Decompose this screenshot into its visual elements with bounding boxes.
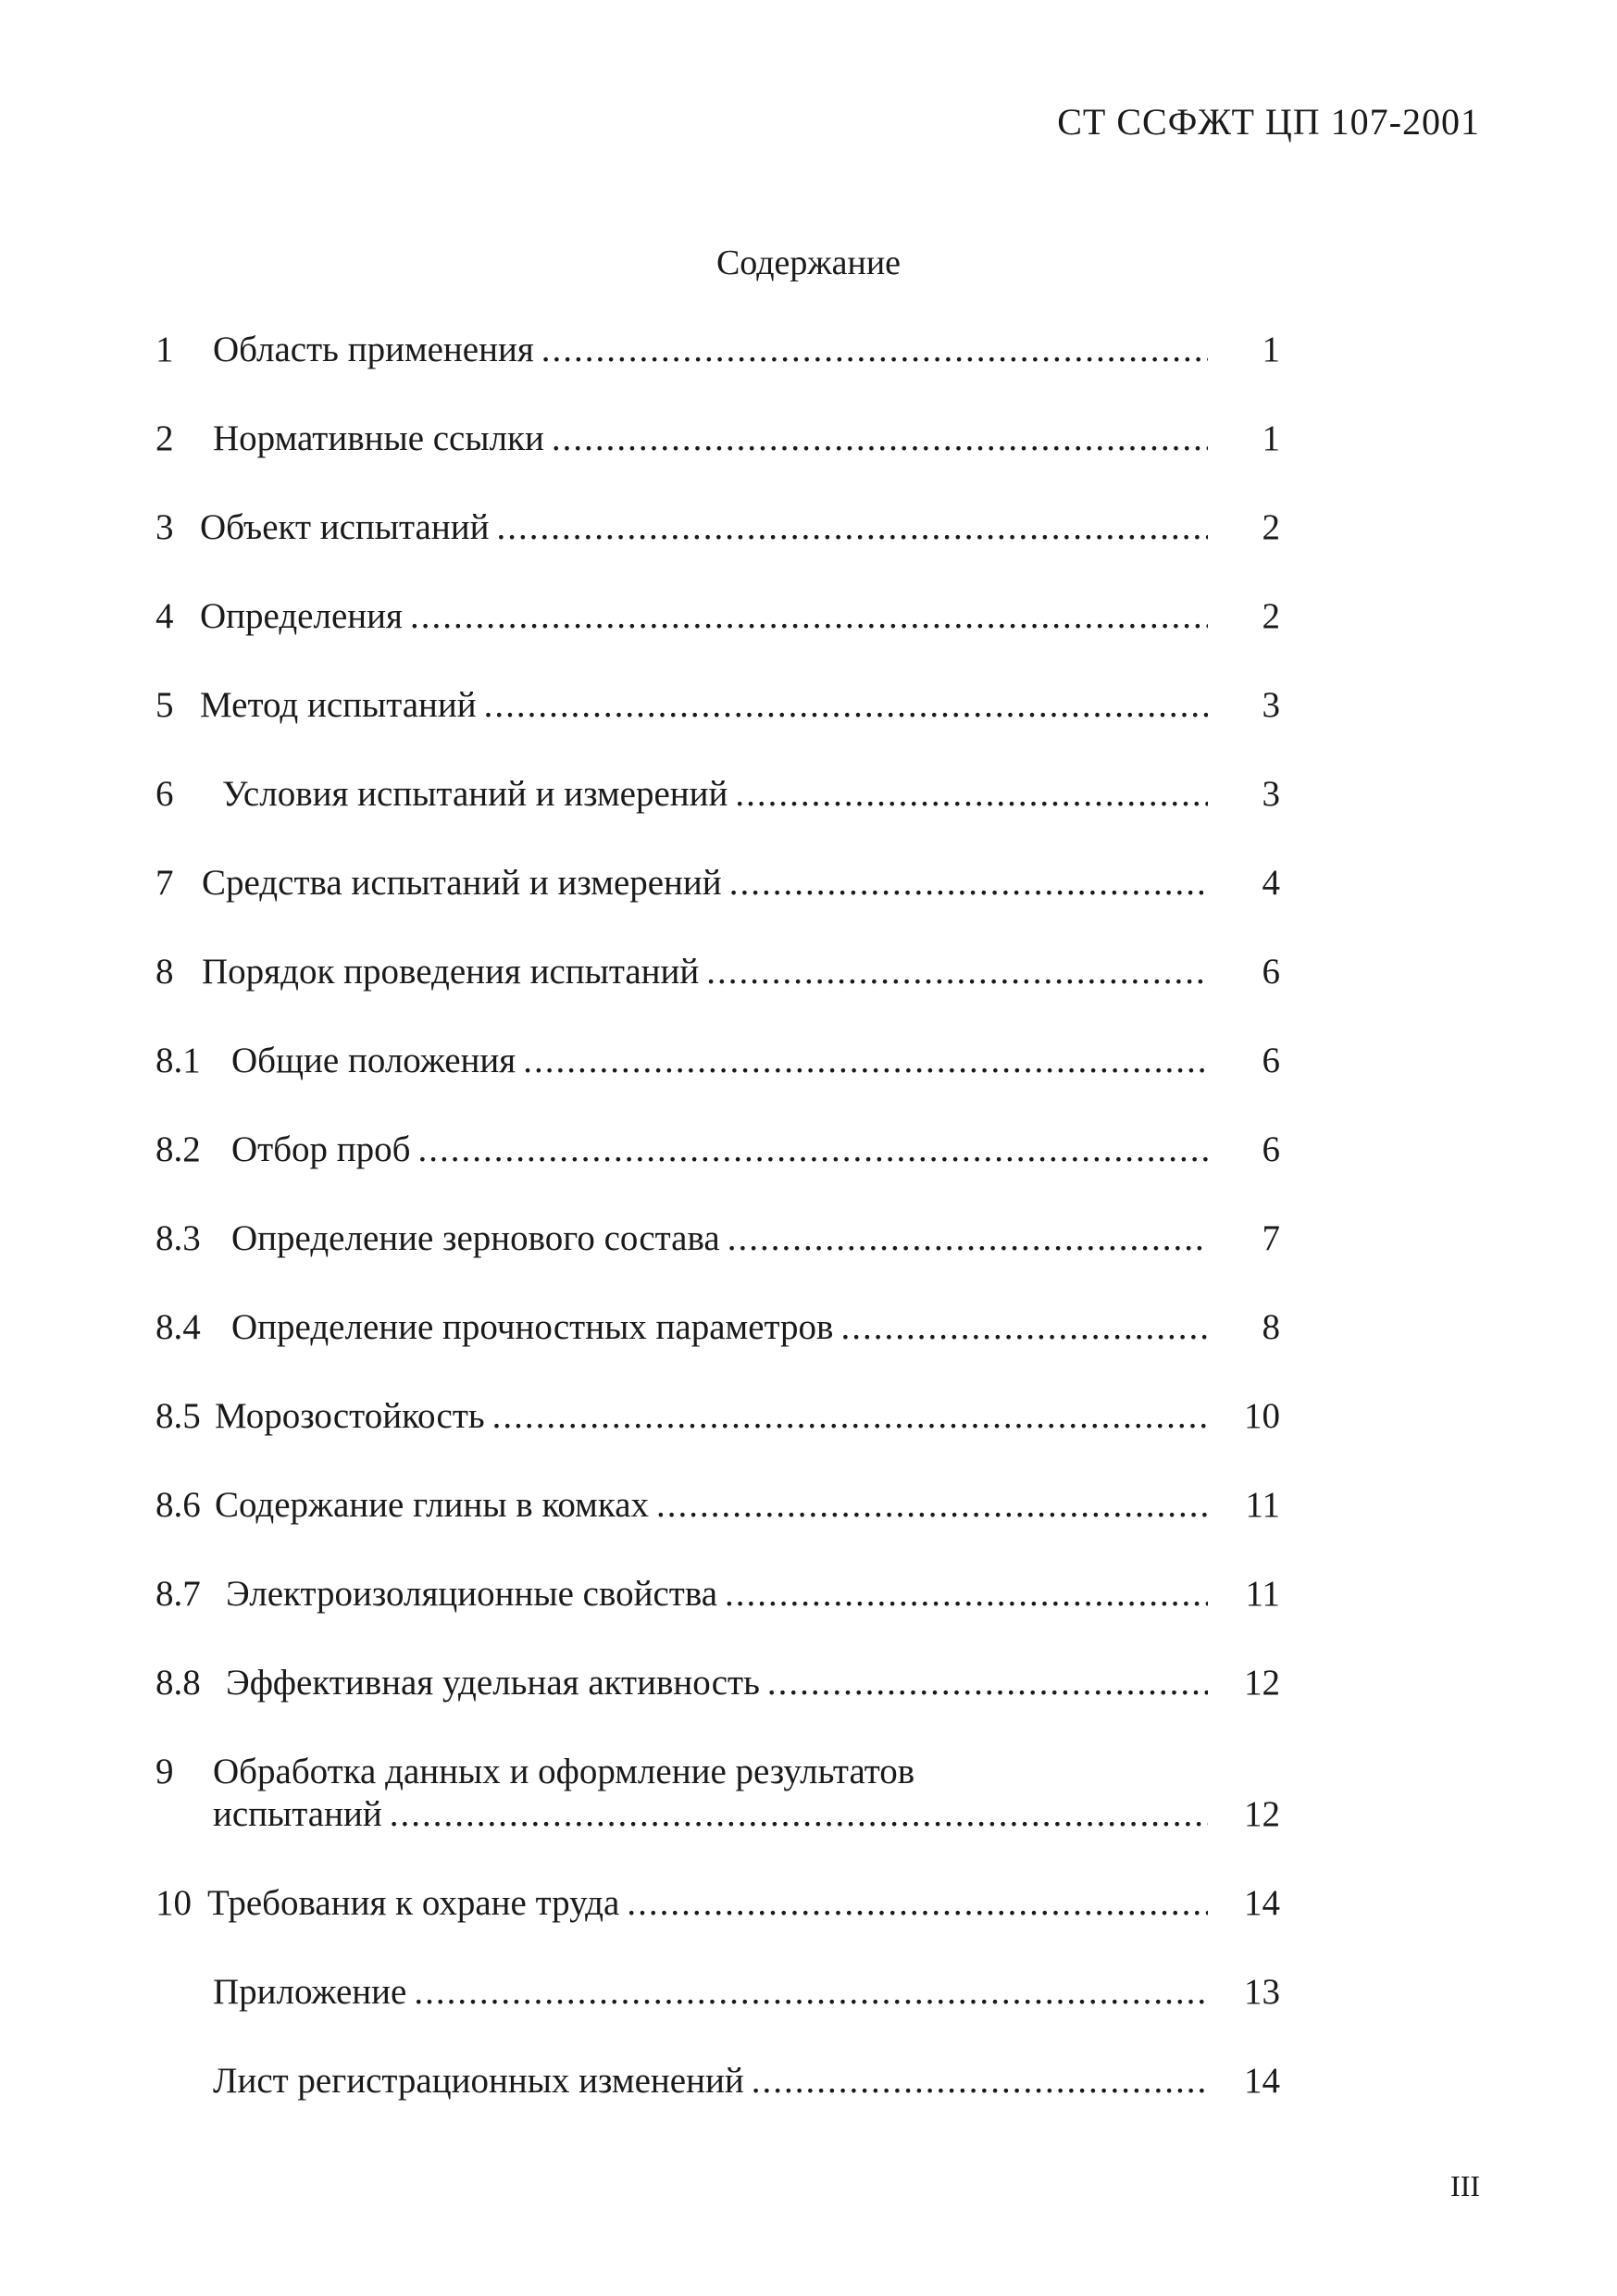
toc-leader xyxy=(729,862,1208,905)
toc-entry-number: 5 xyxy=(155,685,174,725)
toc-entry[interactable] xyxy=(155,1484,1280,1573)
toc-entry-title: Обработка данных и оформление результатов xyxy=(213,1752,915,1791)
toc-entry-number: 1 xyxy=(155,330,174,369)
toc-entry-title: Определения xyxy=(200,596,403,636)
toc-leader xyxy=(706,951,1208,993)
toc-entry-title-continued: испытаний xyxy=(213,1794,382,1834)
toc-leader xyxy=(410,595,1208,638)
document-code: СТ ССФЖТ ЦП 107-2001 xyxy=(1057,101,1480,143)
toc-entry-page: 10 xyxy=(1244,1396,1280,1436)
toc-entry-title: Содержание глины в комках xyxy=(215,1485,650,1525)
toc-entry[interactable] xyxy=(155,1573,1280,1662)
toc-entry-number: 8.7 xyxy=(155,1574,201,1614)
toc-entry[interactable] xyxy=(155,418,1280,506)
toc-entry-number: 8.3 xyxy=(155,1218,201,1258)
toc-entry-page: 12 xyxy=(1244,1663,1280,1703)
toc-entry-number: 3 xyxy=(155,507,174,547)
toc-entry-number: 8.6 xyxy=(155,1485,201,1525)
page-number: III xyxy=(1450,2169,1480,2202)
toc-entry-title: Приложение xyxy=(213,1972,407,2012)
toc-entry[interactable] xyxy=(155,773,1280,862)
toc-entry[interactable] xyxy=(155,1040,1280,1129)
toc-entry-page: 13 xyxy=(1244,1972,1280,2012)
toc-entry-number: 8.8 xyxy=(155,1663,201,1703)
toc-entry-number: 4 xyxy=(155,596,174,636)
toc-entry[interactable] xyxy=(155,1306,1280,1395)
toc-leader xyxy=(728,1217,1208,1260)
toc-entry-page: 6 xyxy=(1262,1041,1280,1080)
toc-leader xyxy=(735,773,1208,816)
toc-entry[interactable] xyxy=(155,1751,1280,1882)
toc-leader xyxy=(418,1129,1208,1171)
toc-entry-number: 8.4 xyxy=(155,1307,201,1347)
toc-entry-page: 4 xyxy=(1262,863,1280,903)
toc-entry-title: Лист регистрационных изменений xyxy=(213,2061,744,2101)
toc-leader xyxy=(390,1793,1208,1836)
toc-entry-page: 6 xyxy=(1262,1129,1280,1169)
toc-entry-number: 9 xyxy=(155,1752,174,1791)
toc-leader xyxy=(414,1971,1208,2014)
toc-entry-page: 14 xyxy=(1244,1883,1280,1923)
toc-entry-number: 10 xyxy=(155,1883,192,1923)
toc-entry[interactable] xyxy=(155,951,1280,1040)
toc-entry-title: Электроизоляционные свойства xyxy=(226,1574,718,1614)
toc-entry-page: 3 xyxy=(1262,774,1280,814)
toc-entry-title: Область применения xyxy=(213,330,534,369)
toc-entry-title: Общие положения xyxy=(231,1041,516,1080)
toc-entry[interactable] xyxy=(155,1971,1280,2060)
toc-entry-page: 11 xyxy=(1245,1574,1280,1614)
toc-entry-number: 8.1 xyxy=(155,1041,201,1080)
toc-entry-title: Определение зернового состава xyxy=(231,1218,720,1258)
toc-entry-page: 12 xyxy=(1244,1794,1280,1834)
toc-entry-title: Определение прочностных параметров xyxy=(231,1307,834,1347)
toc-leader xyxy=(656,1484,1208,1527)
toc-entry[interactable] xyxy=(155,1395,1280,1484)
toc-entry-page: 1 xyxy=(1262,418,1280,458)
toc-title: Содержание xyxy=(715,243,902,282)
toc-entry[interactable] xyxy=(155,1217,1280,1306)
toc-entry[interactable] xyxy=(155,595,1280,684)
toc-leader xyxy=(496,506,1208,549)
toc-entry-page: 1 xyxy=(1262,330,1280,369)
toc-entry-page: 6 xyxy=(1262,952,1280,992)
toc-entry-title: Порядок проведения испытаний xyxy=(202,952,700,992)
toc-entry[interactable] xyxy=(155,1882,1280,1971)
toc-leader xyxy=(523,1040,1208,1082)
toc-entry-title: Отбор проб xyxy=(231,1129,411,1169)
toc-entry-title: Нормативные ссылки xyxy=(213,418,544,458)
toc-entry-number: 6 xyxy=(155,774,174,814)
toc-entry-page: 8 xyxy=(1262,1307,1280,1347)
toc-entry-page: 2 xyxy=(1262,507,1280,547)
toc-entry-number: 8 xyxy=(155,952,174,992)
toc-entry[interactable] xyxy=(155,2060,1280,2149)
toc-leader xyxy=(484,684,1208,727)
toc-entry-title: Объект испытаний xyxy=(200,507,490,547)
toc-entry-title: Эффективная удельная активность xyxy=(226,1663,760,1703)
toc-entry-page: 14 xyxy=(1244,2061,1280,2101)
toc-entry[interactable] xyxy=(155,1129,1280,1217)
toc-leader xyxy=(725,1573,1208,1616)
toc-leader xyxy=(767,1662,1208,1704)
toc-entry-title: Метод испытаний xyxy=(200,685,477,725)
toc-leader xyxy=(541,329,1208,371)
toc-entry[interactable] xyxy=(155,1662,1280,1751)
toc-entry[interactable] xyxy=(155,862,1280,951)
toc-entry-page: 2 xyxy=(1262,596,1280,636)
toc-leader xyxy=(627,1882,1208,1925)
toc-entry[interactable] xyxy=(155,506,1280,595)
toc-entry-number: 8.5 xyxy=(155,1396,201,1436)
toc-entry-page: 11 xyxy=(1245,1485,1280,1525)
table-of-contents xyxy=(155,329,1280,2149)
toc-entry-page: 7 xyxy=(1262,1218,1280,1258)
toc-entry-title: Средства испытаний и измерений xyxy=(202,863,722,903)
toc-leader xyxy=(552,418,1208,460)
toc-leader xyxy=(492,1395,1208,1438)
toc-entry[interactable] xyxy=(155,684,1280,773)
toc-entry-number: 8.2 xyxy=(155,1129,201,1169)
toc-entry-number: 7 xyxy=(155,863,174,903)
toc-entry-page: 3 xyxy=(1262,685,1280,725)
toc-entry-title: Требования к охране труда xyxy=(207,1883,620,1923)
toc-entry-number: 2 xyxy=(155,418,174,458)
toc-leader xyxy=(840,1306,1208,1349)
toc-entry-title: Морозостойкость xyxy=(215,1396,485,1436)
toc-entry[interactable] xyxy=(155,329,1280,418)
toc-leader xyxy=(752,2060,1208,2103)
toc-entry-title: Условия испытаний и измерений xyxy=(222,774,728,814)
